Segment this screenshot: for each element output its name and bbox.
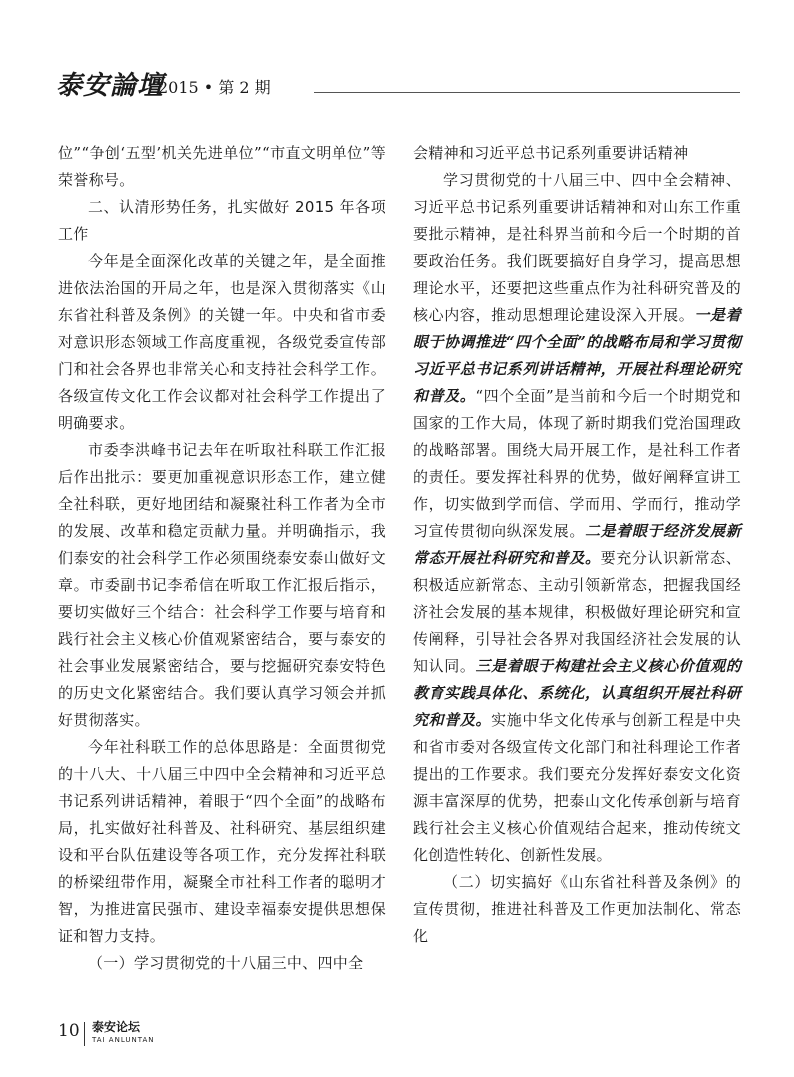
subsection-heading: （一）学习贯彻党的十八届三中、四中全 — [88, 954, 364, 972]
page-header — [56, 72, 740, 100]
subsection-heading: （二）切实搞好《山东省社科普及条例》的宣传贯彻，推进社科普及工作更加法制化、常态化 — [413, 873, 741, 945]
paragraph-text: “四个全面”是当前和今后一个时期党和国家的工作大局，体现了新时期我们党治国理政的战略部署。围绕大局开展工作，是社科工作者的责任。要发挥社科界的优势，做好阐释宣讲工作，切实做到学而信、学而用、学而行，推动学习宣传贯彻向纵深发展。 — [413, 387, 741, 540]
footer-journal-name: 泰安论坛 — [92, 1020, 141, 1034]
paragraph: 今年社科联工作的总体思路是：全面贯彻党的十八大、十八届三中四中全会精神和习近平总书记系列讲话精神，着眼于“四个全面”的战略布局，扎实做好社科普及、社科研究、基层组织建设和平台队伍建设等各项工作，充分发挥社科联的桥梁纽带作用，凝聚全市社科工作者的聪明才智，为推进富民强市、建设幸福泰安提供思想保证和智力支持。 — [58, 738, 386, 945]
page-number: 10 — [58, 1021, 80, 1041]
issue-number: 2015 • 第 2 期 — [158, 78, 271, 97]
footer-journal-name-en: TAI ANLUNTAN — [92, 1036, 155, 1044]
footer-divider — [84, 1022, 85, 1046]
paragraph: 位”“争创‘五型’机关先进单位”“市直文明单位”等荣誉称号。 — [58, 144, 386, 189]
paragraph: 今年是全面深化改革的关键之年，是全面推进依法治国的开局之年，也是深入贯彻落实《山东省社科普及条例》的关键一年。中央和省市委对意识形态领域工作高度重视，各级党委宣传部门和社会各界也非常关心和支持社会科学工作。各级宣传文化工作会议都对社会科学工作提出了明确要求。 — [58, 252, 386, 432]
journal-name: 泰安論壇 — [56, 71, 165, 101]
emphasis-point-3: 三是着眼于构建社会主义核心价值观的教育实践具体化、系统化，认真组织开展社科研究和普及。 — [413, 657, 741, 729]
paragraph: 市委李洪峰书记去年在听取社科联工作汇报后作出批示：要更加重视意识形态工作，建立健全社科联，更好地团结和凝聚社科工作者为全市的发展、改革和稳定贡献力量。并明确指示，我们泰安的社会科学工作必须围绕泰安泰山做好文章。市委副书记李希信在听取工作汇报后指示，要切实做好三个结合：社会科学工作要与培育和践行社会主义核心价值观紧密结合，要与泰安的社会事业发展紧密结合，要与挖掘研究泰安特色的历史文化紧密结合。我们要认真学习领会并抓好贯彻落实。 — [58, 441, 386, 729]
left-column — [58, 140, 386, 977]
right-column — [413, 140, 741, 950]
section-heading: 二、认清形势任务，扎实做好 2015 年各项工作 — [58, 198, 386, 243]
paragraph-text: 实施中华文化传承与创新工程是中央和省市委对各级宣传文化部门和社科理论工作者提出的工作要求。我们要充分发挥好泰安文化资源丰富深厚的优势，把泰山文化传承创新与培育践行社会主义核心价值观结合起来，推动传统文化创造性转化、创新性发展。 — [413, 711, 741, 864]
header-rule — [314, 92, 740, 93]
paragraph-text: 要充分认识新常态、积极适应新常态、主动引领新常态，把握我国经济社会发展的基本规律，积极做好理论研究和宣传阐释，引导社会各界对我国经济社会发展的认知认同。 — [413, 549, 742, 675]
paragraph — [413, 167, 741, 869]
emphasis-point-2: 二是着眼于经济发展新常态开展社科研究和普及。 — [413, 522, 741, 567]
paragraph-text: 学习贯彻党的十八届三中、四中全会精神、习近平总书记系列重要讲话精神和对山东工作重要批示精神，是社科界当前和今后一个时期的首要政治任务。我们既要搞好自身学习，提高思想理论水平，还要把这些重点作为社科研究普及的核心内容，推动思想理论建设深入开展。 — [413, 171, 741, 324]
subsection-heading-continued: 会精神和习近平总书记系列重要讲话精神 — [413, 144, 689, 162]
emphasis-point-1: 一是着眼于协调推进“四个全面”的战略布局和学习贯彻习近平总书记系列讲话精神，开展社科理论研究和普及。 — [413, 306, 741, 405]
